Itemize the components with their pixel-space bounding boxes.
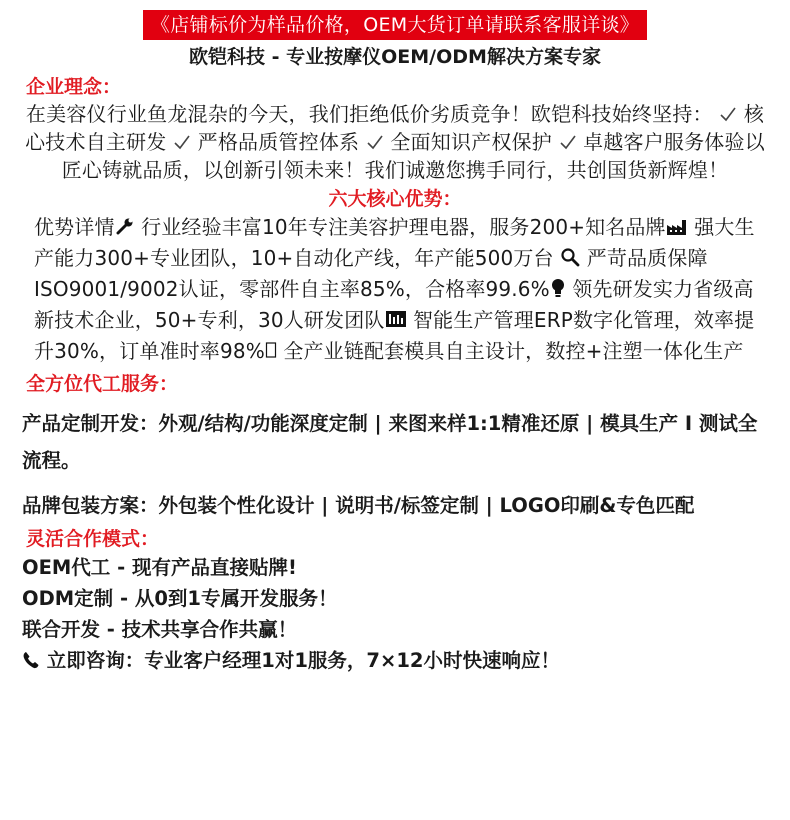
- philosophy-item: 核心技术自主研发: [25, 102, 765, 154]
- check-icon: [559, 133, 577, 151]
- advantage-item: 行业经验丰富10年专注美容护理电器，服务200+知名品牌: [141, 215, 666, 239]
- check-icon: [173, 133, 191, 151]
- advantage-item: 全产业链配套模具自主设计，数控+注塑一体化生产: [283, 339, 744, 363]
- banner-wrap: [0, 0, 790, 40]
- philosophy-heading: 企业理念：: [26, 76, 122, 98]
- mode-item: OEM代工 - 现有产品直接贴牌!: [22, 556, 297, 579]
- missing-glyph-icon: [265, 340, 277, 360]
- company-subtitle: 欧铠科技 - 专业按摩仪OEM/ODM解决方案专家: [189, 46, 601, 68]
- contact-line: [22, 645, 790, 676]
- check-icon: [366, 133, 384, 151]
- philosophy-paragraph: [0, 100, 790, 184]
- advantages-heading: 六大核心优势：: [328, 188, 462, 210]
- services-heading: 全方位代工服务：: [26, 373, 179, 395]
- mode-item: ODM定制 - 从0到1专属开发服务！: [22, 587, 338, 610]
- mode-item: 联合开发 - 技术共享合作共赢！: [22, 618, 298, 641]
- factory-icon: [666, 218, 688, 236]
- advantage-item: 领先研发实力省级高新技术企业，50+专利，30人研发团队: [34, 277, 754, 332]
- service-item: 产品定制开发：外观/结构/功能深度定制 | 来图来样1:1精准还原 | 模具生产 I 测试全流程。: [22, 412, 758, 472]
- advantage-item: 严苛品质保障ISO9001/9002认证，零部件自主率85%，合格率99.6%: [34, 246, 708, 301]
- magnifier-icon: [560, 247, 580, 267]
- philosophy-item: 卓越客户服务体验以匠心铸就品质，以创新引领未来！我们诚邀您携手同行，共创国货新辉煌！: [61, 130, 765, 182]
- service-item: 品牌包装方案：外包装个性化设计 | 说明书/标签定制 | LOGO印刷&专色匹配: [22, 494, 695, 517]
- philosophy-item: 全面知识产权保护: [390, 130, 552, 154]
- wrench-icon: [115, 216, 135, 236]
- philosophy-intro: 在美容仪行业鱼龙混杂的今天，我们拒绝低价劣质竞争！欧铠科技始终坚持：: [25, 102, 713, 126]
- advantage-item: 强大生产能力300+专业团队，10+自动化产线，年产能500万台: [34, 215, 755, 270]
- bar-chart-icon: [385, 309, 407, 329]
- check-icon: [719, 105, 737, 123]
- advantages-lead: 优势详情: [34, 215, 115, 239]
- lightbulb-icon: [550, 278, 566, 298]
- phone-icon: [22, 651, 40, 669]
- advantage-item: 智能生产管理ERP数字化管理，效率提升30%，订单准时率98%: [34, 308, 755, 363]
- notice-banner: 《店铺标价为样品价格，OEM大货订单请联系客服详谈》: [143, 10, 647, 40]
- philosophy-item: 严格品质管控体系: [197, 130, 360, 154]
- advantages-paragraph: [0, 212, 790, 367]
- contact-text: 立即咨询：专业客户经理1对1服务，7×12小时快速响应！: [46, 649, 560, 672]
- modes-heading: 灵活合作模式：: [26, 528, 160, 550]
